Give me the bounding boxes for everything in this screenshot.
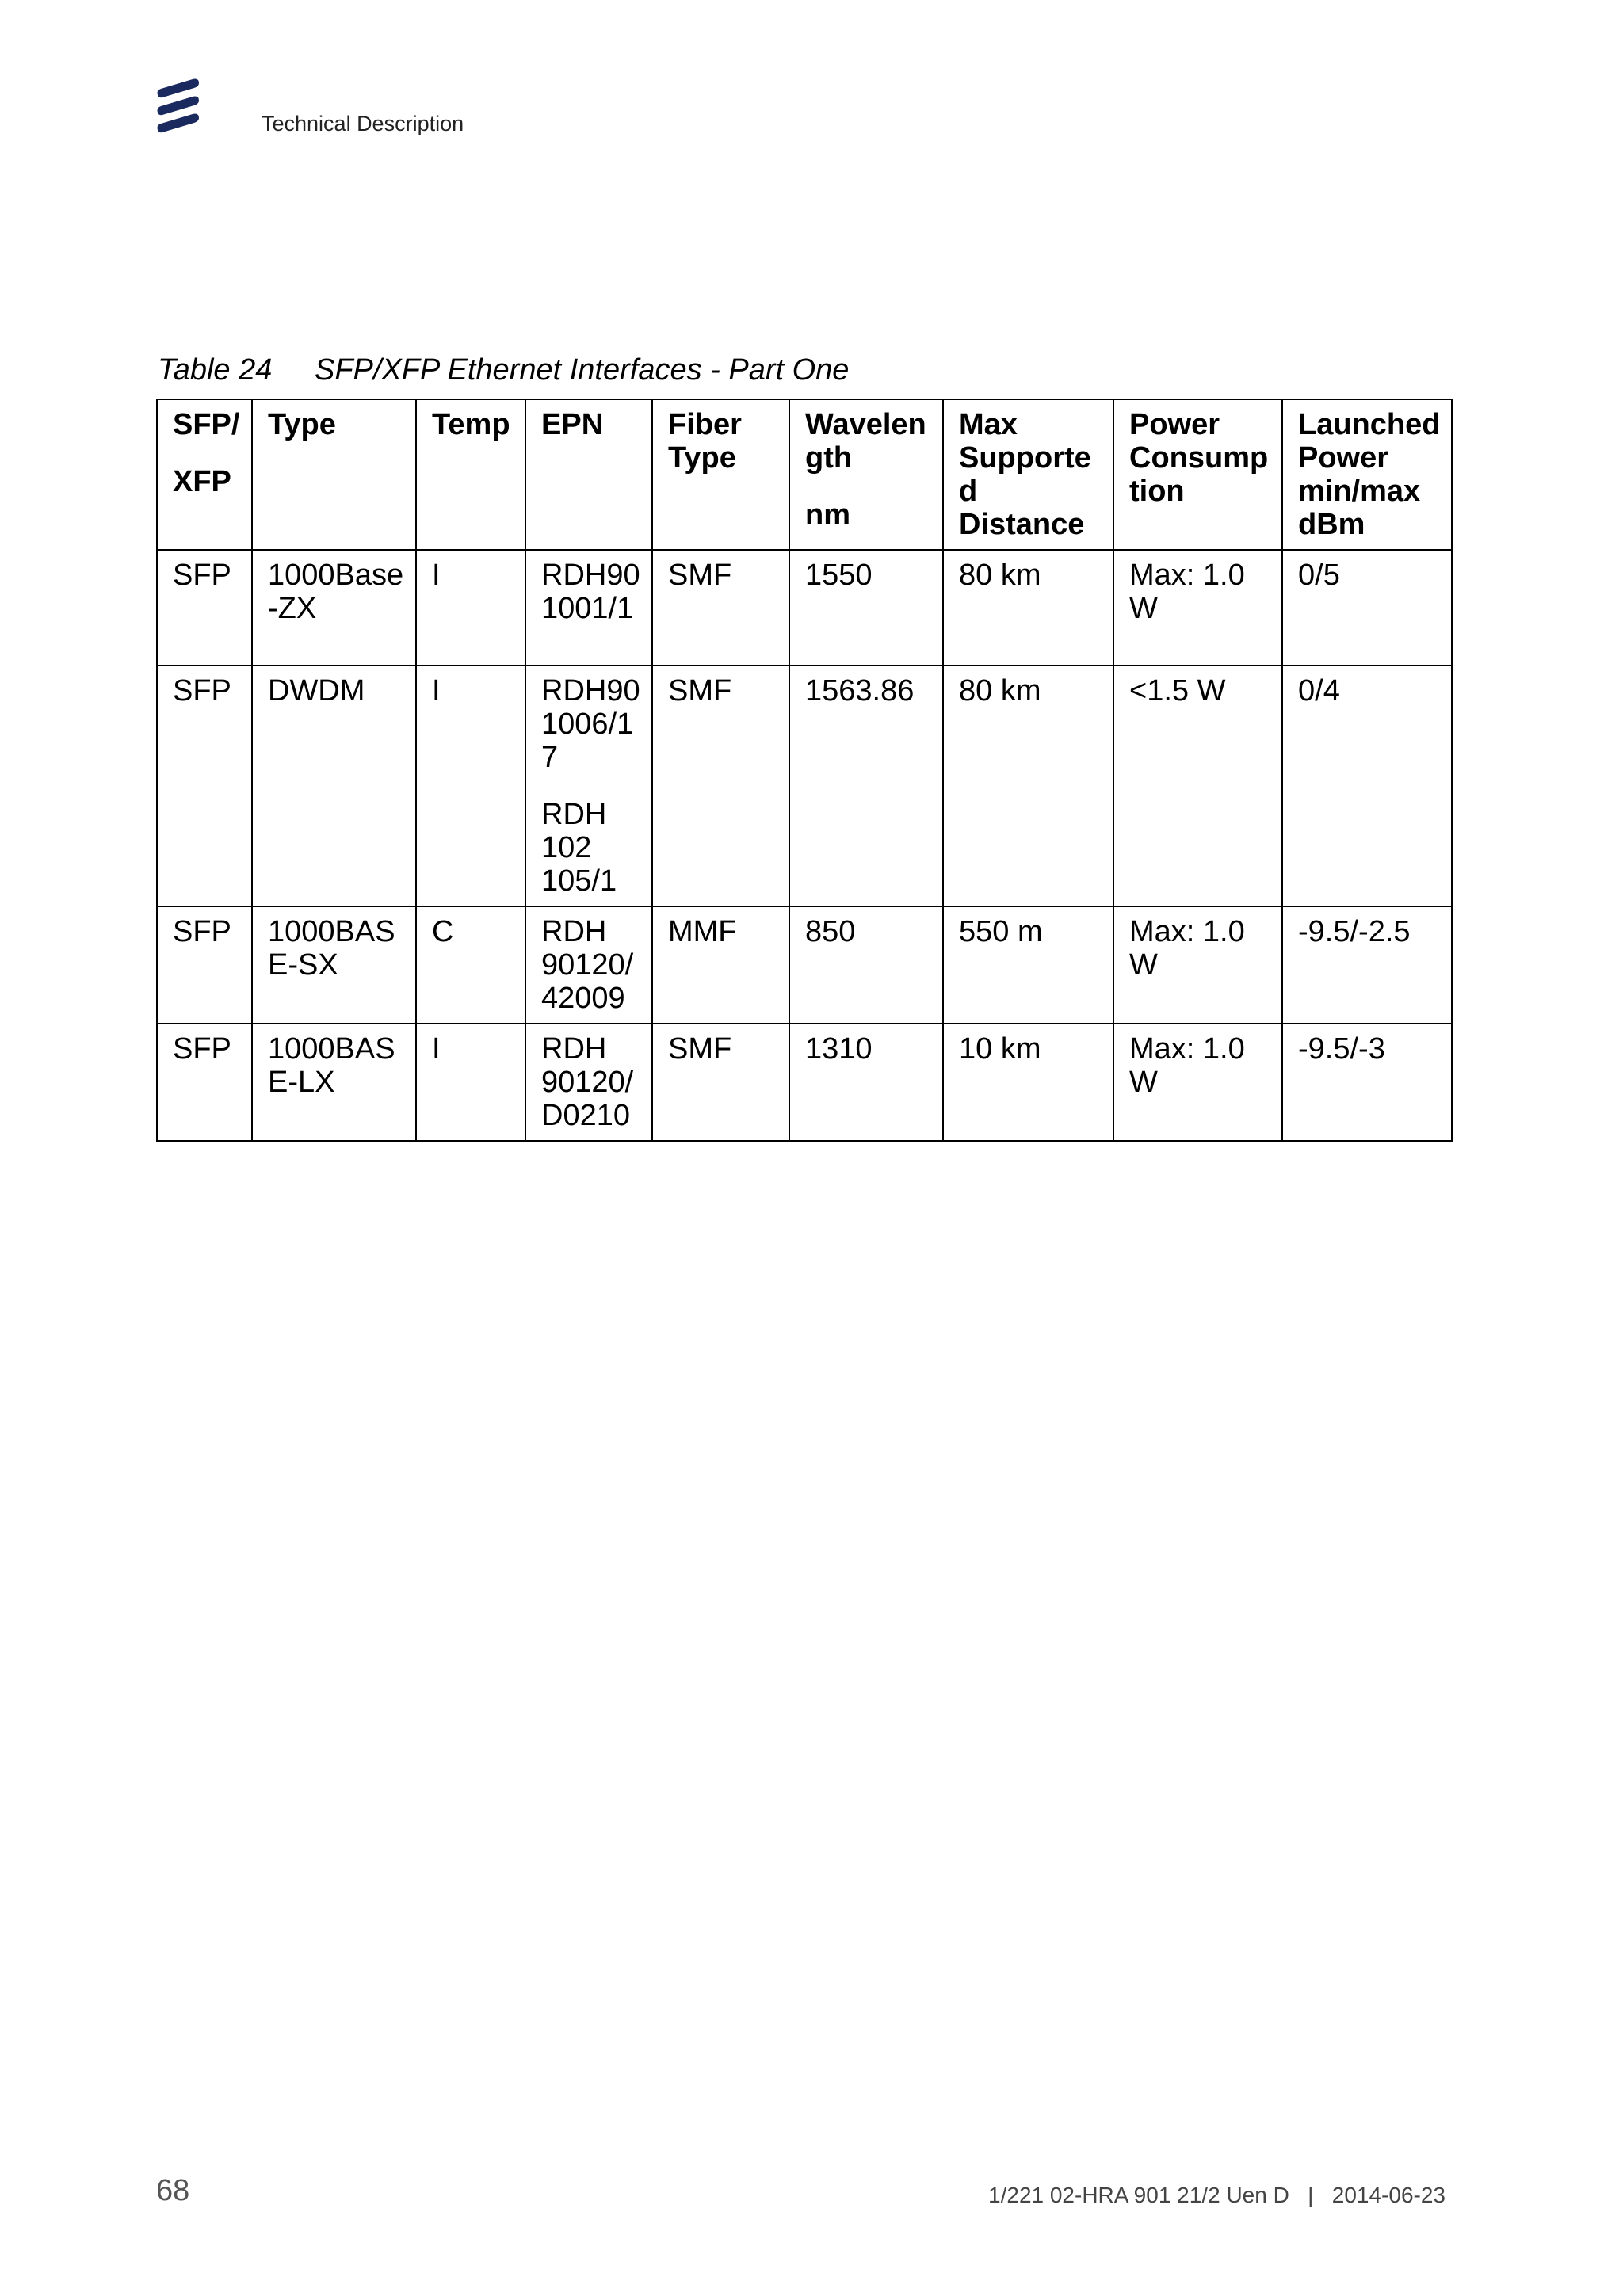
table-row	[157, 1024, 1452, 1141]
header-fiber-type: Fiber Type	[652, 399, 789, 550]
header-max-distance: Max Supported Distance	[943, 399, 1113, 550]
cell-launched-power: 0/4	[1282, 666, 1452, 906]
cell-type: 1000BASE-LX	[252, 1024, 416, 1141]
cell-max-distance: 10 km	[943, 1024, 1113, 1141]
header-sfp-xfp-line2: XFP	[173, 465, 231, 498]
header-sfp-xfp	[157, 399, 252, 550]
header-epn: EPN	[525, 399, 652, 550]
cell-epn-alternate: RDH 102 105/1	[541, 798, 617, 898]
cell-temp: C	[416, 906, 525, 1024]
cell-wavelength: 1310	[789, 1024, 943, 1141]
header-power-consumption: Power Consumption	[1113, 399, 1282, 550]
cell-max-distance: 550 m	[943, 906, 1113, 1024]
cell-max-distance: 80 km	[943, 666, 1113, 906]
cell-max-distance: 80 km	[943, 550, 1113, 666]
header-temp: Temp	[416, 399, 525, 550]
cell-wavelength: 850	[789, 906, 943, 1024]
cell-launched-power: -9.5/-3	[1282, 1024, 1452, 1141]
cell-power-consumption: <1.5 W	[1113, 666, 1282, 906]
header-launched-power: Launched Power min/max dBm	[1282, 399, 1452, 550]
table-row	[157, 906, 1452, 1024]
cell-epn-primary: RDH901006/17	[541, 674, 640, 774]
cell-sfp-xfp: SFP	[157, 666, 252, 906]
page-number: 68	[156, 2174, 190, 2207]
header-type: Type	[252, 399, 416, 550]
cell-fiber-type: SMF	[652, 550, 789, 666]
header-wavelength-line1: Wavelength	[805, 408, 926, 475]
header-section-title: Technical Description	[262, 112, 464, 135]
cell-fiber-type: MMF	[652, 906, 789, 1024]
cell-wavelength: 1550	[789, 550, 943, 666]
header-wavelength	[789, 399, 943, 550]
table-header-row	[157, 399, 1452, 550]
cell-power-consumption: Max: 1.0 W	[1113, 1024, 1282, 1141]
sfp-xfp-interfaces-table	[156, 399, 1453, 1142]
cell-fiber-type: SMF	[652, 666, 789, 906]
table-caption-number: Table 24	[158, 353, 273, 387]
cell-epn: RDH 90120/42009	[525, 906, 652, 1024]
cell-sfp-xfp: SFP	[157, 1024, 252, 1141]
cell-sfp-xfp: SFP	[157, 906, 252, 1024]
ericsson-logo-icon	[155, 78, 202, 135]
cell-launched-power: 0/5	[1282, 550, 1452, 666]
cell-power-consumption: Max: 1.0 W	[1113, 550, 1282, 666]
header-sfp-xfp-line1: SFP/	[173, 408, 240, 441]
cell-wavelength: 1563.86	[789, 666, 943, 906]
table-caption	[158, 353, 849, 387]
cell-sfp-xfp: SFP	[157, 550, 252, 666]
cell-type: DWDM	[252, 666, 416, 906]
table-row	[157, 550, 1452, 666]
cell-temp: I	[416, 550, 525, 666]
cell-power-consumption: Max: 1.0 W	[1113, 906, 1282, 1024]
cell-epn	[525, 666, 652, 906]
cell-epn: RDH901001/1	[525, 550, 652, 666]
table-row	[157, 666, 1452, 906]
cell-temp: I	[416, 1024, 525, 1141]
cell-launched-power: -9.5/-2.5	[1282, 906, 1452, 1024]
header-wavelength-unit: nm	[805, 498, 850, 532]
cell-type: 1000BASE-SX	[252, 906, 416, 1024]
cell-epn: RDH 90120/D0210	[525, 1024, 652, 1141]
table-caption-title: SFP/XFP Ethernet Interfaces - Part One	[315, 353, 850, 387]
cell-temp: I	[416, 666, 525, 906]
cell-type: 1000Base-ZX	[252, 550, 416, 666]
cell-fiber-type: SMF	[652, 1024, 789, 1141]
document-reference: 1/221 02-HRA 901 21/2 Uen D | 2014-06-23	[988, 2183, 1445, 2207]
